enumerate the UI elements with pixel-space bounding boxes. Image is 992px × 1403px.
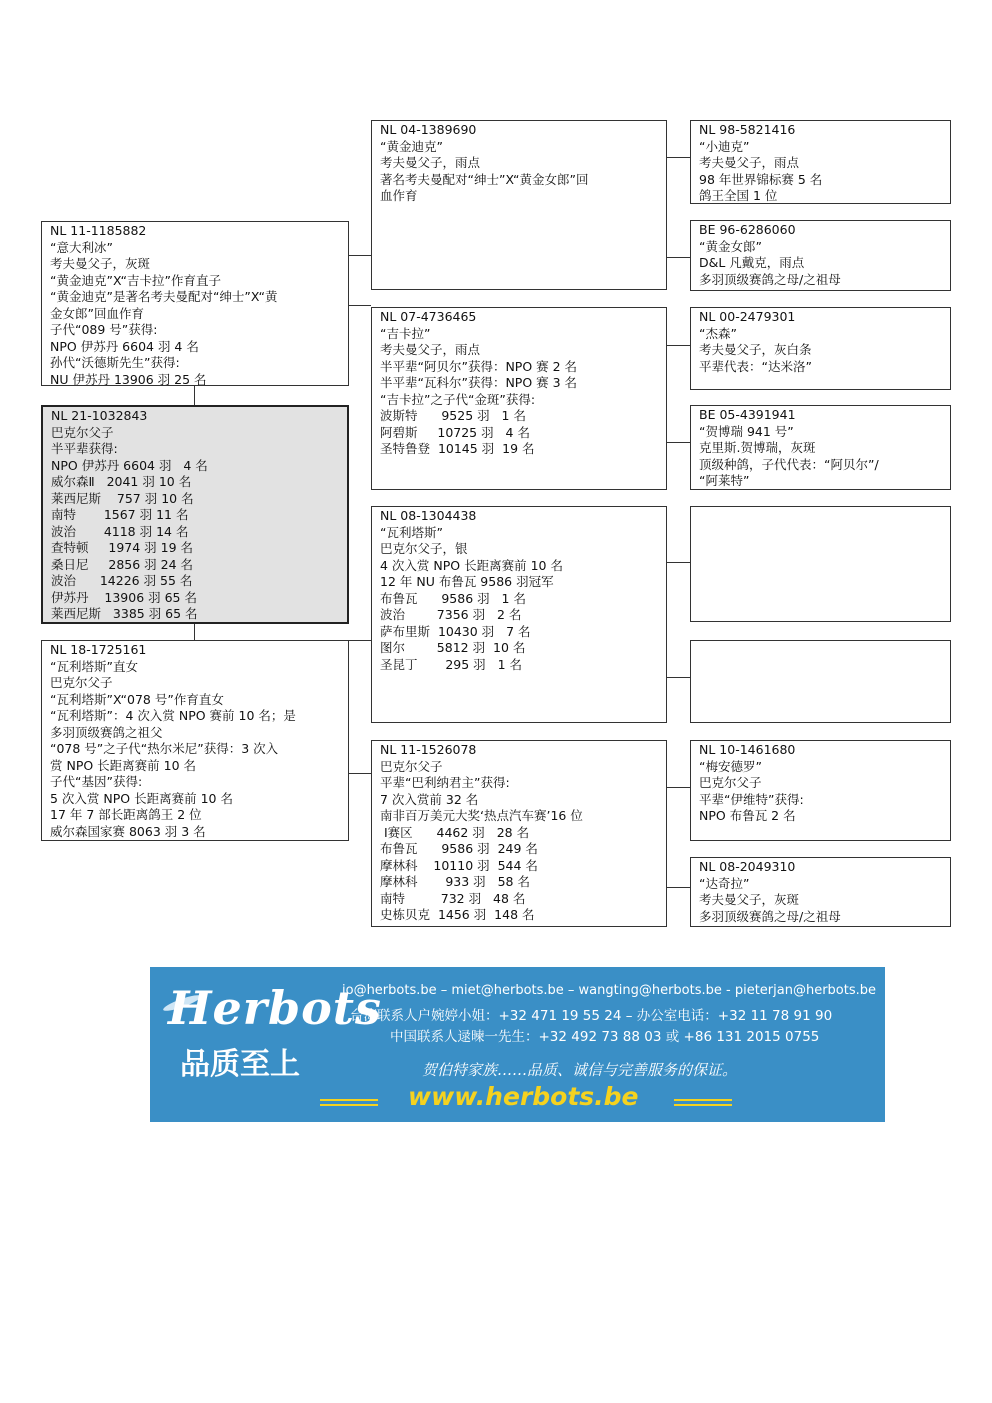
card-line: 半平辈“瓦科尔”获得：NPO 赛 3 名 [380,375,578,390]
card-line: 巴克尔父子 [50,675,113,690]
card-line: 考夫曼父子，雨点 [380,342,481,357]
card-line: 南特 732 羽 48 名 [380,890,526,906]
card-line: 莱西尼斯 757 羽 10 名 [51,490,194,506]
card-line: “吉卡拉” [380,325,431,341]
connector [349,305,371,306]
connector [667,442,690,443]
card-line: 南非百万美元大奖‘热点汽车赛’16 位 [380,808,583,823]
decorative-line [674,1099,732,1101]
ggs-card-6 [690,640,951,723]
card-line: “瓦利塔斯” [380,524,443,540]
card-line: 威尔森国家赛 8063 羽 3 名 [50,823,206,839]
connector [194,624,195,640]
card-line: 阿碧斯 10725 羽 4 名 [380,424,530,440]
card-line: 98 年世界锦标赛 5 名 [699,171,823,187]
card-line: 赏 NPO 长距离赛前 10 名 [50,757,197,773]
dam-sire-card [371,506,667,723]
card-line: “瓦利塔斯”X“078 号”作育直女 [50,691,224,707]
card-line: 血作育 [380,188,418,203]
card-line: “达奇拉” [699,875,750,891]
card-line: 布鲁瓦 9586 羽 1 名 [380,590,526,606]
banner-contact-taiwan: 台湾联系人户婉婷小姐：+32 471 19 55 24 – 办公室电话：+32 11 78 91 90 [350,1008,833,1024]
ggs-card-5 [690,506,951,622]
connector [349,640,371,641]
card-line: 圣昆丁 295 羽 1 名 [380,656,522,672]
connector [667,787,690,788]
card-line: NL 18-1725161 [50,642,147,657]
card-line: NL 07-4736465 [380,309,477,324]
card-line: “贺博瑞 941 号” [699,423,794,439]
card-line: “黄金迪克” [380,138,443,154]
card-line: 半平辈获得: [51,441,118,456]
card-line: Ⅰ赛区 4462 羽 28 名 [380,824,530,840]
card-line: 摩林科 10110 羽 544 名 [380,857,538,873]
card-line: 南特 1567 羽 11 名 [51,507,189,522]
card-line: 巴克尔父子 [51,424,114,440]
card-line: NL 98-5821416 [699,122,796,137]
card-line: 巴克尔父子，银 [380,541,468,556]
herbots-banner [150,967,885,1122]
decorative-line [320,1104,378,1106]
card-line: NPO 布鲁瓦 2 名 [699,808,796,823]
card-line: NU 伊苏丹 13906 羽 25 名 [50,371,207,386]
card-line: “意大利冰” [50,239,113,255]
card-line: 圣特鲁登 10145 羽 19 名 [380,441,535,456]
banner-emails[interactable]: jo@herbots.be – miet@herbots.be – wangting@herbots.be - pieterjan@herbots.be [342,983,876,998]
card-line: “梅安德罗” [699,758,762,774]
card-line: 巴克尔父子 [699,775,762,790]
card-line: 伊苏丹 13906 羽 65 名 [51,589,197,605]
card-line: “078 号”之子代“热尔米尼”获得：3 次入 [50,741,279,756]
card-line: 威尔森Ⅱ 2041 羽 10 名 [51,474,192,489]
card-line: “黄金迪克”是著名考夫曼配对“绅士”X“黄 [50,289,278,304]
card-line: 金女郎”回血作育 [50,305,144,321]
dam-dam-card [371,740,667,927]
card-line: “瓦利塔斯”直女 [50,658,138,674]
connector [667,562,690,563]
connector [349,255,371,256]
card-line: 莱西尼斯 3385 羽 65 名 [51,606,198,621]
decorative-line [674,1104,732,1106]
ggs-card-1 [690,120,951,204]
connector [667,157,690,158]
card-line: “阿莱特” [699,473,750,488]
card-line: 鸽王全国 1 位 [699,188,778,203]
card-line: 波治 7356 羽 2 名 [380,607,522,622]
card-line: 巴克尔父子 [380,758,443,774]
card-line: 史栋贝克 1456 羽 148 名 [380,907,535,922]
card-line: 孙代“沃德斯先生”获得: [50,355,180,370]
connector [667,345,690,346]
card-line: “黄金迪克”X“吉卡拉”作育直子 [50,272,221,288]
card-line: 17 年 7 部长距离鸽王 2 位 [50,807,202,822]
card-line: 子代“基因”获得: [50,774,143,789]
card-line: BE 05-4391941 [699,407,796,422]
card-line: 摩林科 933 羽 58 名 [380,874,530,889]
card-line: NPO 伊苏丹 6604 羽 4 名 [50,338,199,354]
website-link[interactable]: www.herbots.be [408,1082,639,1111]
card-line: 考夫曼父子，灰斑 [699,892,800,907]
card-line: NL 11-1526078 [380,742,477,757]
card-line: 4 次入赏 NPO 长距离赛前 10 名 [380,557,563,573]
ggs-card-3 [690,307,951,390]
card-line: NL 00-2479301 [699,309,796,324]
ggs-card-2 [690,220,951,291]
card-line: D&L 凡戴克，雨点 [699,255,805,270]
connector [667,257,690,258]
decorative-line [320,1099,378,1101]
card-line: 平辈代表：“达米洛” [699,358,812,374]
connector [349,773,371,774]
card-line: 布鲁瓦 9586 羽 249 名 [380,841,538,856]
card-line: BE 96-6286060 [699,222,796,237]
card-line: 平辈“伊维特”获得: [699,791,804,807]
card-line: 考夫曼父子，灰斑 [50,256,151,271]
card-line: 子代“089 号”获得: [50,322,158,337]
sire-dam-card [371,307,667,490]
subject-card [41,405,349,624]
card-line: 多羽顶级赛鸽之母/之祖母 [699,271,841,287]
card-line: 克里斯.贺博瑞，灰斑 [699,440,816,455]
card-line: 考夫曼父子，雨点 [699,155,800,170]
card-line: 图尔 5812 羽 10 名 [380,640,526,655]
card-line: 7 次入赏前 32 名 [380,791,479,807]
banner-slogan: 品质至上 [180,1047,300,1082]
card-line: “瓦利塔斯”：4 次入赏 NPO 赛前 10 名；是 [50,708,296,723]
card-line: 考夫曼父子，雨点 [380,155,481,170]
connector [667,887,690,888]
card-line: 波斯特 9525 羽 1 名 [380,408,526,423]
sire-sire-card [371,120,667,290]
card-line: “黄金女郎” [699,238,762,254]
connector [194,386,195,406]
ggs-card-4 [690,405,951,490]
card-line: NL 10-1461680 [699,742,796,757]
card-line: 查特顿 1974 羽 19 名 [51,540,194,555]
herbots-logo: Herbots [168,981,382,1035]
card-line: “小迪克” [699,138,750,154]
card-line: “杰森” [699,325,737,341]
connector [667,677,690,678]
card-line: 多羽顶级赛鸽之母/之祖母 [699,908,841,924]
card-line: NL 04-1389690 [380,122,477,137]
card-line: 波治 4118 羽 14 名 [51,523,189,539]
card-line: 顶级种鸽，子代代表：“阿贝尔”/ [699,456,879,472]
card-line: 著名考夫曼配对“绅士”X“黄金女郎”回 [380,171,589,187]
card-line: NL 21-1032843 [51,408,148,423]
card-line: 萨布里斯 10430 羽 7 名 [380,623,531,639]
card-line: NPO 伊苏丹 6604 羽 4 名 [51,457,208,473]
ggs-card-8 [690,857,951,927]
card-line: NL 11-1185882 [50,223,147,238]
card-line: “吉卡拉”之子代“金斑”获得: [380,391,536,407]
card-line: 5 次入赏 NPO 长距离赛前 10 名 [50,790,233,806]
card-line: NL 08-2049310 [699,859,796,874]
card-line: 波治 14226 羽 55 名 [51,573,193,588]
banner-guarantee: 贺伯特家族……品质、诚信与完善服务的保证。 [422,1061,738,1079]
banner-contact-china: 中国联系人逯暕一先生：+32 492 73 88 03 或 +86 131 2015 0755 [390,1029,820,1045]
card-line: 半平辈“阿贝尔”获得：NPO 赛 2 名 [380,358,578,374]
ggs-card-7 [690,740,951,841]
sire-card [41,221,349,386]
card-line: NL 08-1304438 [380,508,477,523]
card-line: 多羽顶级赛鸽之祖父 [50,724,163,740]
card-line: 平辈“巴利纳君主”获得: [380,775,510,790]
card-line: 考夫曼父子，灰白条 [699,342,812,357]
card-line: 12 年 NU 布鲁瓦 9586 羽冠军 [380,574,554,589]
card-line: 桑日尼 2856 羽 24 名 [51,556,194,572]
dam-card [41,640,349,841]
